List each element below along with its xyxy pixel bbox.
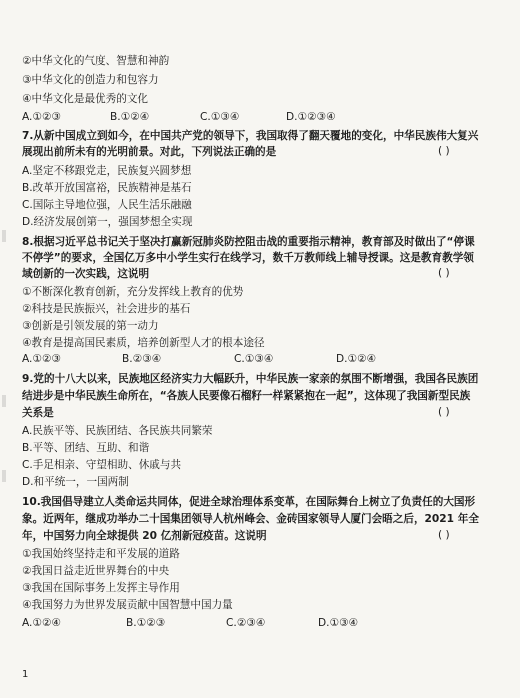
q10-stem-line-1: 10.我国倡导建立人类命运共同体，促进全球治理体系变革，在国际舞台上树立了负责任的大国形	[22, 496, 476, 508]
q7-stem-line-1: 7.从新中国成立到如今，在中国共产党的领导下，我国取得了翻天覆地的变化，中华民族伟大复兴	[22, 130, 479, 142]
q9-stem-line-1: 9.党的十八大以来，民族地区经济实力大幅跃升，中华民族一家亲的氛围不断增强，我国各民族团	[22, 373, 479, 385]
q8-stem-line-2: 不停学”的要求，全国亿万多中小学生实行在线学习，数千万教师线上辅导授课。这是教育教学领	[22, 252, 474, 264]
q10-option-a: A.①②④	[22, 617, 61, 629]
q7-answer-paren: ( )	[438, 145, 450, 157]
page-number: 1	[22, 669, 29, 680]
q8-item-3: ③创新是引领发展的第一动力	[22, 320, 159, 332]
binding-mark	[2, 470, 6, 482]
q9-choice-a: A.民族平等、民族团结、各民族共同繁荣	[22, 425, 213, 437]
q7-stem-line-2: 展现出前所未有的光明前景。对此，下列说法正确的是	[22, 146, 277, 158]
q8-item-4: ④教育是提高国民素质，培养创新型人才的根本途径	[22, 337, 265, 349]
q7-choice-a: A.坚定不移跟党走，民族复兴圆梦想	[22, 165, 192, 177]
q6-option-c: C.①③④	[200, 111, 240, 123]
q6-item-4: ④中华文化是最优秀的文化	[22, 93, 149, 105]
q10-item-2: ②我国日益走近世界舞台的中央	[22, 565, 170, 577]
q9-choice-d: D.和平统一，一国两制	[22, 476, 129, 488]
q6-item-3: ③中华文化的创造力和包容力	[22, 74, 159, 86]
q8-answer-paren: ( )	[438, 267, 450, 279]
q6-option-d: D.①②③④	[286, 111, 336, 123]
q9-answer-paren: ( )	[438, 406, 450, 418]
q9-stem-line-2: 结进步是中华民族生命所在，“各族人民要像石榴籽一样紧紧抱在一起”，这体现了我国新型民族	[22, 390, 471, 402]
q7-choice-d: D.经济发展创第一，强国梦想全实现	[22, 216, 193, 228]
q10-option-d: D.①③④	[318, 617, 359, 629]
q10-item-1: ①我国始终坚持走和平发展的道路	[22, 548, 180, 560]
q9-choice-b: B.平等、团结、互助、和谐	[22, 442, 150, 454]
q8-item-2: ②科技是民族振兴，社会进步的基石	[22, 303, 191, 315]
q6-option-a: A.①②③	[22, 111, 61, 123]
q8-option-d: D.①②④	[336, 353, 377, 365]
q9-stem-line-3: 关系是	[22, 407, 54, 419]
q8-stem-line-1: 8.根据习近平总书记关于坚决打赢新冠肺炎防控阻击战的重要指示精神，教育部及时做出了“停课	[22, 236, 475, 248]
q10-stem-line-3: 年，中国努力向全球提供 20 亿剂新冠疫苗。这说明	[22, 530, 267, 542]
q10-item-4: ④我国努力为世界发展贡献中国智慧中国力量	[22, 599, 233, 611]
q8-option-b: B.②③④	[122, 353, 162, 365]
q10-option-b: B.①②③	[126, 617, 166, 629]
q8-item-1: ①不断深化教育创新，充分发挥线上教育的优势	[22, 286, 244, 298]
q8-option-c: C.①③④	[234, 353, 274, 365]
q6-item-2: ②中华文化的气度、智慧和神韵	[22, 55, 170, 67]
q8-option-a: A.①②③	[22, 353, 61, 365]
binding-mark	[2, 395, 6, 407]
q10-answer-paren: ( )	[438, 529, 450, 541]
q9-choice-c: C.手足相亲、守望相助、休戚与共	[22, 459, 182, 471]
q10-option-c: C.②③④	[226, 617, 266, 629]
q6-option-b: B.①②④	[110, 111, 150, 123]
q8-stem-line-3: 域创新的一次实践，这说明	[22, 268, 150, 280]
q7-choice-c: C.国际主导地位强，人民生活乐融融	[22, 199, 192, 211]
q7-choice-b: B.改革开放国富裕，民族精神是基石	[22, 182, 192, 194]
q10-item-3: ③我国在国际事务上发挥主导作用	[22, 582, 180, 594]
q10-stem-line-2: 象。近两年，继成功举办二十国集团领导人杭州峰会、金砖国家领导人厦门会晤之后，2021 年全	[22, 513, 479, 525]
binding-mark	[2, 230, 6, 242]
